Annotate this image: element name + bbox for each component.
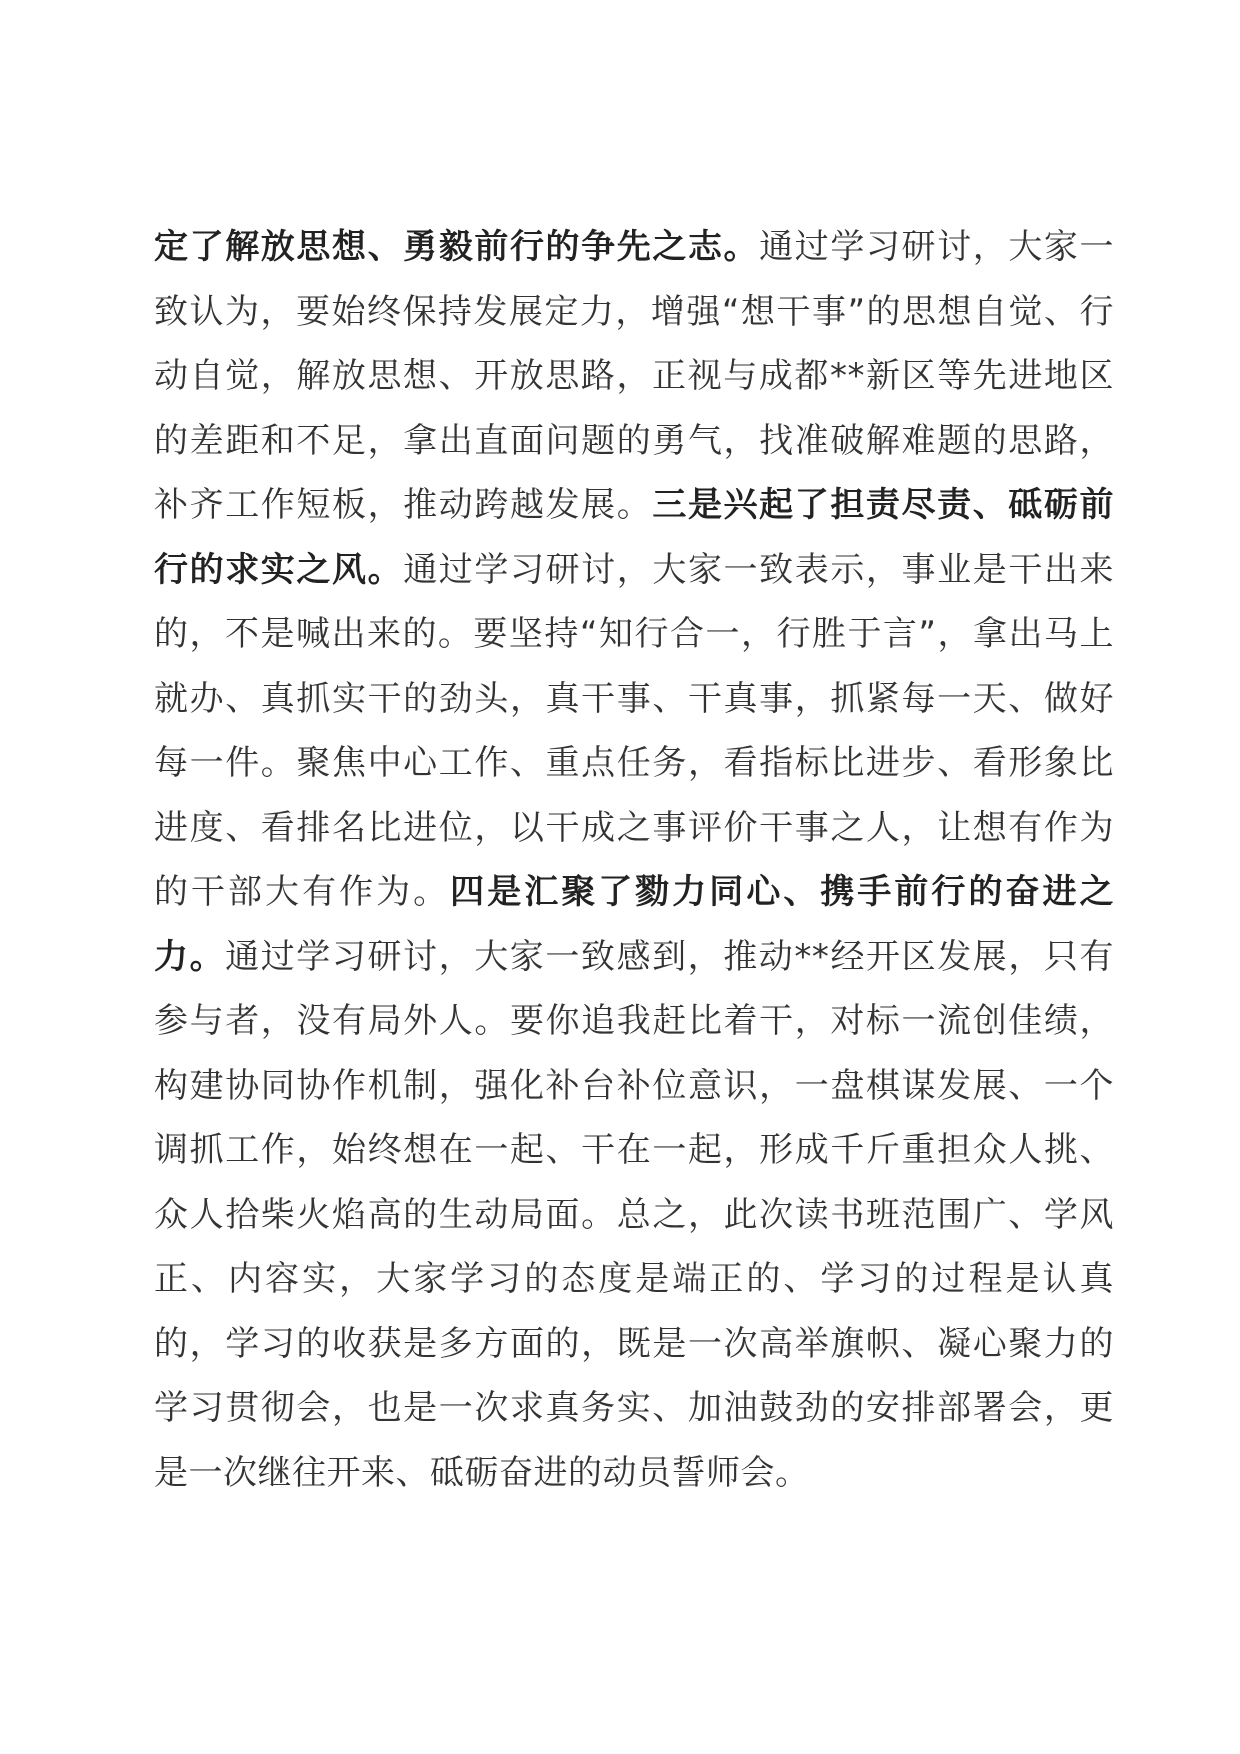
bold-heading-1: 定了解放思想、勇毅前行的争先之志。 (154, 227, 760, 267)
paragraph-text-2: 通过学习研讨，大家一致表示，事业是干出来的，不是喊出来的。要坚持“知行合一，行胜于言”，拿出马上就办、真抓实干的劲头，真干事、干真事，抓紧每一天、做好每一件。聚焦中心工作、重点任务，看指标比进步、看形象比进度、看排名比进位，以干成之事评价干事之人，让想有作为的干部大有作为。 (154, 549, 1115, 912)
paragraph-text-1: 通过学习研讨，大家一致认为，要始终保持发展定力，增强“想干事”的思想自觉、行动自觉，解放思想、开放思路，正视与成都**新区等先进地区的差距和不足，拿出直面问题的勇气，找准破解难题的思路，补齐工作短板，推动跨越发展。 (154, 227, 1115, 525)
bold-heading-3: 四是汇聚了勠力同心、携手前行的奋进之力。 (154, 872, 1115, 977)
body-paragraph (154, 215, 1114, 1505)
bold-heading-2: 三是兴起了担责尽责、砥砺前行的求实之风。 (154, 485, 1115, 590)
paragraph-text-3: 通过学习研讨，大家一致感到，推动**经开区发展，只有参与者，没有局外人。要你追我赶比着干，对标一流创佳绩，构建协同协作机制，强化补台补位意识，一盘棋谋发展、一个调抓工作，始终想在一起、干在一起，形成千斤重担众人挑、众人拾柴火焰高的生动局面。总之，此次读书班范围广、学风正、内容实，大家学习的态度是端正的、学习的过程是认真的，学习的收获是多方面的，既是一次高举旗帜、凝心聚力的学习贯彻会，也是一次求真务实、加油鼓劲的安排部署会，更是一次继往开来、砥砺奋进的动员誓师会。 (154, 936, 1115, 1493)
